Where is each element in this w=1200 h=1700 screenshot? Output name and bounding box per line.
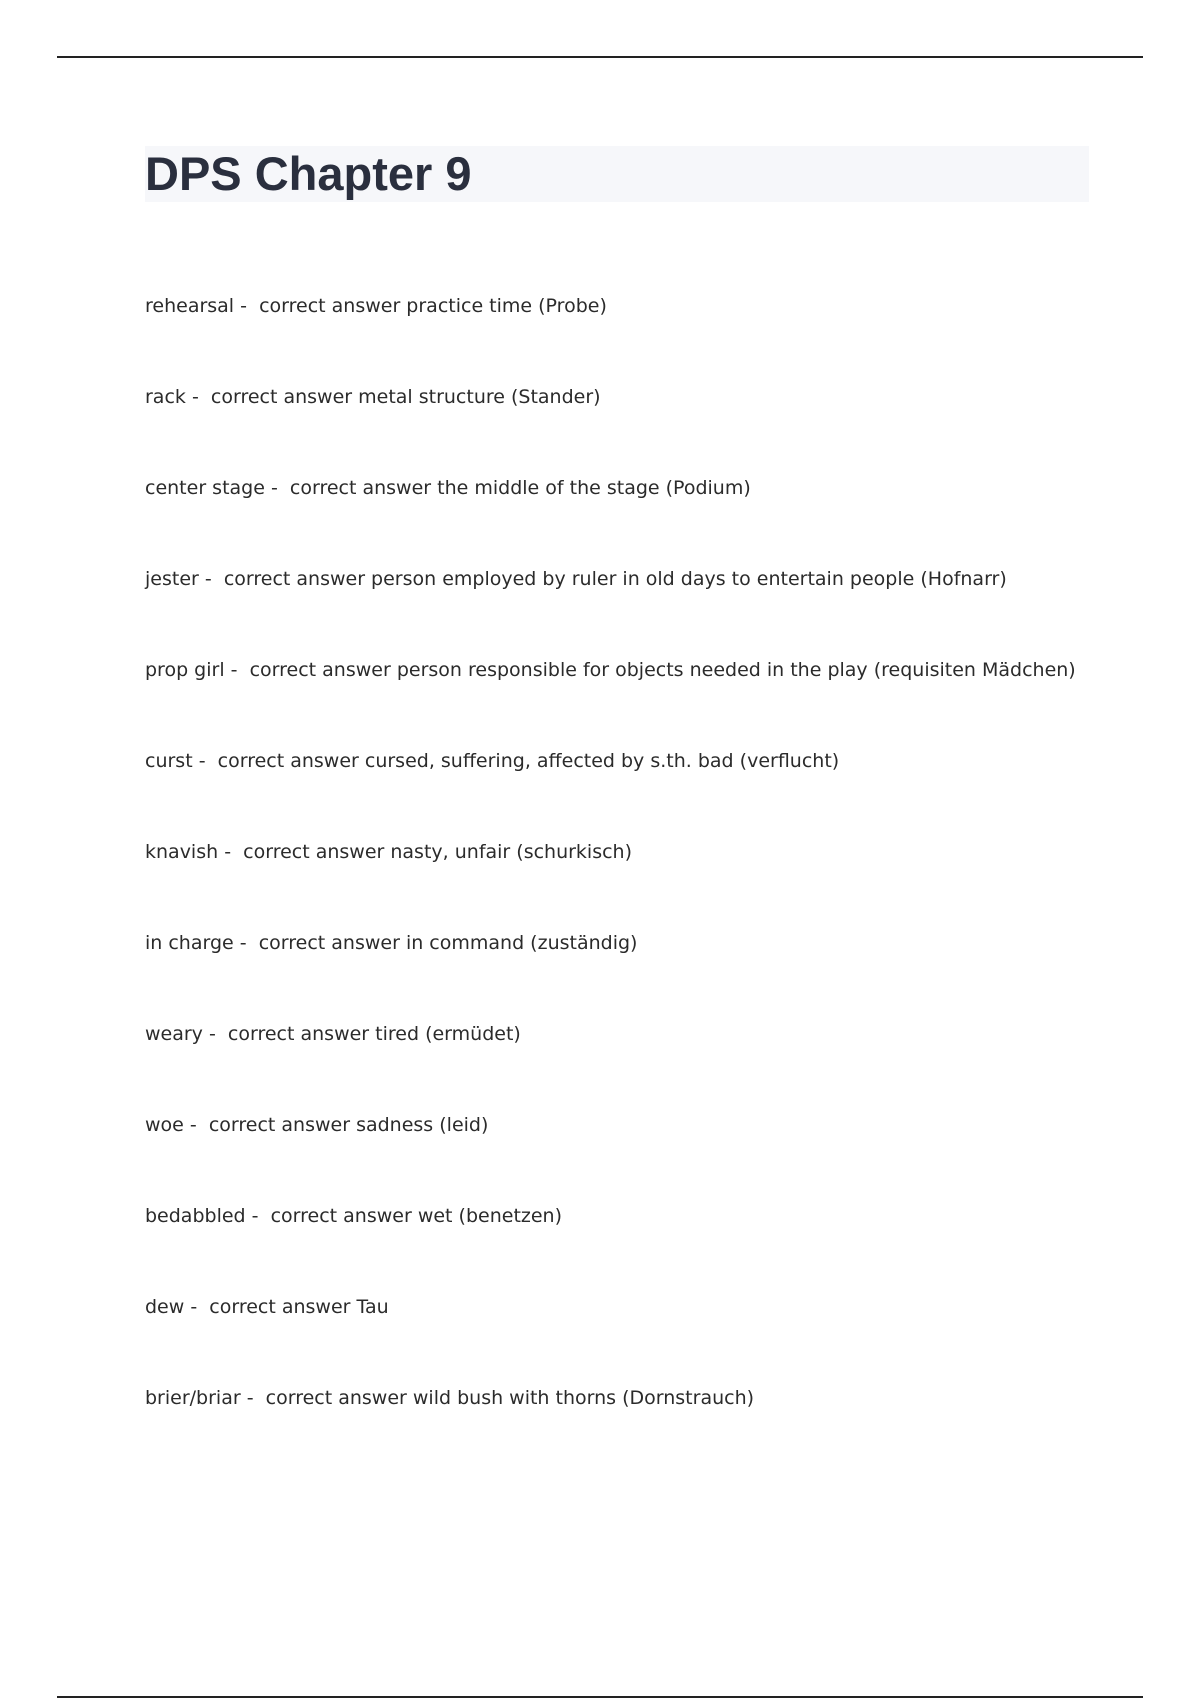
entry-answer: correct answer Tau (209, 1296, 389, 1318)
entry-answer: correct answer practice time (Probe) (259, 295, 607, 317)
entry-answer: correct answer person employed by ruler in old days to entertain people (Hofnarr) (223, 568, 1007, 590)
entry-answer: correct answer cursed, suffering, affected by s.th. bad (verflucht) (217, 750, 840, 772)
flashcard-entry (145, 473, 1105, 564)
entry-term: knavish (145, 841, 219, 863)
entry-term: curst (145, 750, 193, 772)
entry-term: center stage (145, 477, 265, 499)
entry-separator: - (218, 841, 244, 863)
entry-separator: - (233, 932, 259, 954)
flashcard-entry (145, 564, 1105, 655)
entry-answer: correct answer metal structure (Stander) (210, 386, 601, 408)
entry-answer: correct answer in command (zuständig) (258, 932, 638, 954)
flashcard-entry (145, 1383, 1105, 1474)
entry-answer: correct answer the middle of the stage (Podium) (289, 477, 751, 499)
entry-separator: - (245, 1205, 271, 1227)
entry-answer: correct answer sadness (leid) (208, 1114, 489, 1136)
entry-answer: correct answer tired (ermüdet) (227, 1023, 521, 1045)
flashcard-entry (145, 1292, 1105, 1383)
page-title: DPS Chapter 9 (145, 147, 472, 200)
entry-term: rack (145, 386, 186, 408)
flashcard-entry (145, 382, 1105, 473)
entry-term: jester (145, 568, 199, 590)
entry-answer: correct answer wild bush with thorns (Dornstrauch) (265, 1387, 755, 1409)
entry-term: prop girl (145, 659, 225, 681)
flashcard-entry (145, 928, 1105, 1019)
flashcard-entry (145, 837, 1105, 928)
entry-answer: correct answer wet (benetzen) (270, 1205, 563, 1227)
flashcard-entry (145, 746, 1105, 837)
flashcard-entry (145, 655, 1105, 746)
title-block (145, 146, 1089, 202)
entry-term: weary (145, 1023, 203, 1045)
entry-separator: - (192, 750, 218, 772)
entry-separator: - (184, 1296, 210, 1318)
entry-term: bedabbled (145, 1205, 246, 1227)
entry-term: in charge (145, 932, 234, 954)
flashcard-entry (145, 1110, 1105, 1201)
entry-separator: - (202, 1023, 228, 1045)
bottom-rule (57, 1696, 1143, 1698)
entry-separator: - (264, 477, 290, 499)
flashcard-entry (145, 291, 1105, 382)
entry-separator: - (198, 568, 224, 590)
entry-term: woe (145, 1114, 184, 1136)
entry-answer: correct answer person responsible for objects needed in the play (requisiten Mädchen) (249, 659, 1076, 681)
entry-separator: - (234, 295, 260, 317)
entry-answer: correct answer nasty, unfair (schurkisch) (243, 841, 633, 863)
entry-term: dew (145, 1296, 185, 1318)
flashcard-entry (145, 1019, 1105, 1110)
entry-separator: - (183, 1114, 209, 1136)
flashcard-entry (145, 1201, 1105, 1292)
entry-separator: - (240, 1387, 266, 1409)
entry-term: rehearsal (145, 295, 235, 317)
top-rule (57, 56, 1143, 58)
flashcard-list (145, 291, 1105, 1474)
entry-separator: - (224, 659, 250, 681)
entry-separator: - (185, 386, 211, 408)
entry-term: brier/briar (145, 1387, 241, 1409)
